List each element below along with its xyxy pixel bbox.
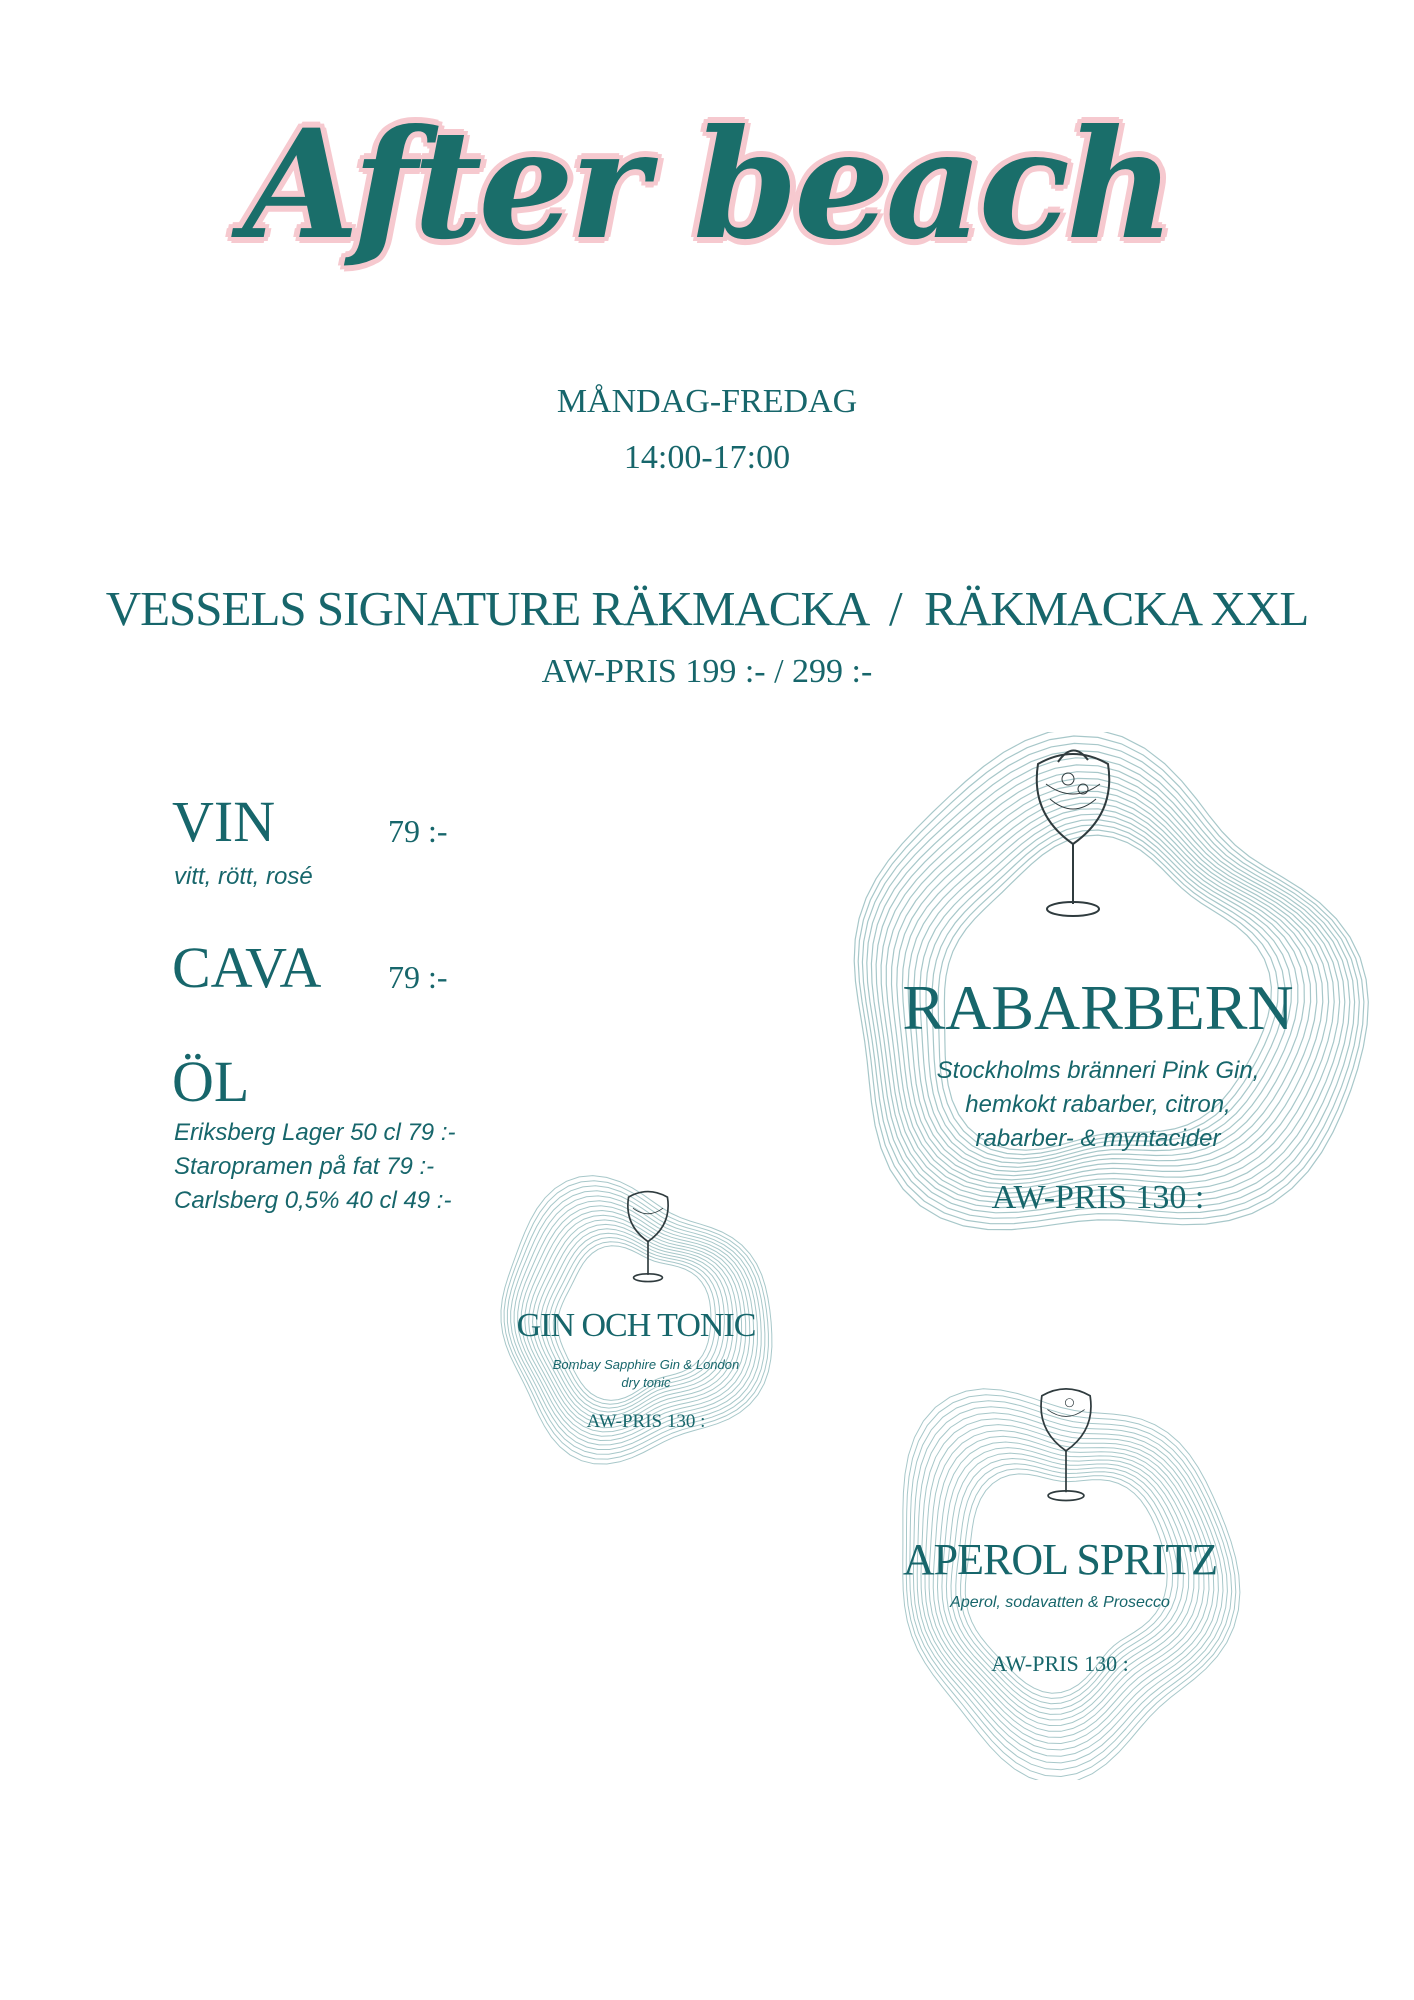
cocktail-glass-icon (1034, 1382, 1098, 1506)
rabarbern-desc-line: rabarber- & myntacider (975, 1125, 1221, 1152)
rabarbern-desc-line: hemkokt rabarber, citron, (965, 1091, 1231, 1118)
cocktail-glass-icon (1028, 744, 1118, 924)
drink-vin-desc: vitt, rött, rosé (174, 863, 313, 890)
rabarbern-price: AW-PRIS 130 : (991, 1179, 1205, 1216)
beer-item: Eriksberg Lager 50 cl 79 :- (174, 1119, 456, 1146)
drink-cava-price: 79 :- (388, 959, 448, 995)
drink-cava-name: CAVA (172, 935, 322, 1000)
page-title: After beach (242, 97, 1172, 273)
gin-tonic-desc-line: dry tonic (621, 1375, 671, 1390)
beer-item: Staropramen på fat 79 :- (174, 1153, 435, 1180)
signature-price: AW-PRIS 199 :- / 299 :- (541, 653, 873, 690)
drink-vin-price: 79 :- (388, 813, 448, 849)
rabarbern-title: RABARBERN (902, 972, 1294, 1043)
schedule-days: MÅNDAG-FREDAG (556, 383, 858, 420)
aperol-price: AW-PRIS 130 : (991, 1651, 1129, 1676)
rabarbern-desc-line: Stockholms bränneri Pink Gin, (936, 1057, 1260, 1084)
gin-tonic-desc-line: Bombay Sapphire Gin & London (552, 1357, 740, 1372)
drink-ol-name: ÖL (172, 1049, 250, 1114)
beer-item: Carlsberg 0,5% 40 cl 49 :- (174, 1187, 452, 1214)
schedule-time: 14:00-17:00 (623, 439, 791, 476)
cocktail-glass-icon (623, 1184, 673, 1288)
gin-tonic-price: AW-PRIS 130 : (586, 1411, 706, 1432)
signature-dish: VESSELS SIGNATURE RÄKMACKA / RÄKMACKA XXL (105, 581, 1309, 636)
gin-tonic-title: GIN OCH TONIC (516, 1307, 756, 1344)
aperol-title: APEROL SPRITZ (902, 1535, 1218, 1584)
aperol-desc: Aperol, sodavatten & Prosecco (950, 1594, 1170, 1611)
drink-vin-name: VIN (172, 789, 276, 854)
